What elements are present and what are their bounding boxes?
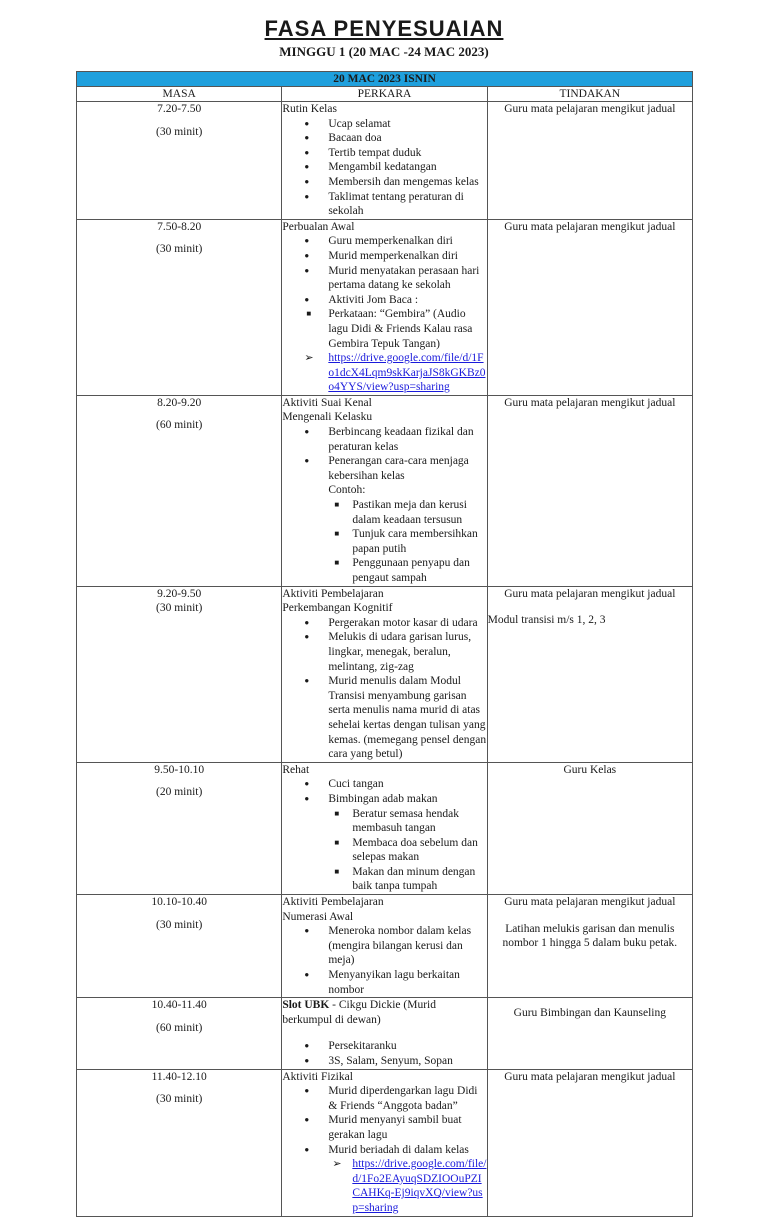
list-item: ■ Beratur semasa hendak membasuh tangan: [282, 807, 486, 836]
list-item: ● Melukis di udara garisan lurus, lingkar, menegak, beralun, melintang, zig-zag: [282, 630, 486, 674]
col-header-masa: MASA: [77, 87, 282, 102]
schedule-table: [76, 71, 693, 1217]
action-cell: Guru mata pelajaran mengikut jadual: [487, 395, 692, 586]
list-item: ● Berbincang keadaan fizikal dan peraturan kelas: [282, 425, 486, 454]
activity-cell: [282, 102, 487, 220]
list-item: ● Cuci tangan: [282, 777, 486, 792]
action-cell: Guru mata pelajaran mengikut jadual: [487, 1069, 692, 1216]
time-range: 7.50-8.20: [157, 220, 202, 233]
table-row: [77, 586, 693, 762]
duration: (20 minit): [156, 786, 203, 799]
list-item: ● Menyanyikan lagu berkaitan nombor: [282, 968, 486, 997]
time-cell: [77, 998, 282, 1069]
time-range: 10.10-10.40: [151, 896, 207, 909]
day-label: 20 MAC 2023 ISNIN: [77, 72, 693, 87]
example-list: [282, 498, 486, 586]
link-item: [282, 351, 486, 395]
activity-list: [282, 924, 486, 997]
activity-list: [282, 425, 486, 483]
activity-list: [282, 1084, 486, 1215]
activity-list: [282, 234, 486, 395]
action-cell: Guru Kelas: [487, 762, 692, 894]
activity-subheading: Mengenali Kelasku: [282, 411, 373, 424]
page-subtitle: MINGGU 1 (20 MAC -24 MAC 2023): [279, 44, 489, 59]
example-label: Contoh:: [328, 484, 366, 497]
list-item: ● Bacaan doa: [282, 131, 486, 146]
list-item: ● Persekitaranku: [282, 1039, 486, 1054]
list-item: ■ Makan dan minum dengan baik tanpa tumpah: [282, 865, 486, 894]
list-item: ● Murid memperkenalkan diri: [282, 249, 486, 264]
activity-heading: Aktiviti Pembelajaran: [282, 896, 384, 909]
slot-label: Slot UBK: [282, 999, 330, 1012]
action-text: Guru mata pelajaran mengikut jadual: [504, 896, 676, 909]
time-range: 9.20-9.50: [157, 587, 202, 600]
list-item: ● Murid menyatakan perasaan hari pertama datang ke sekolah: [282, 264, 486, 293]
list-item: ● Ucap selamat: [282, 117, 486, 132]
time-cell: [77, 219, 282, 395]
time-cell: [77, 102, 282, 220]
list-item: ● Aktiviti Jom Baca :: [282, 293, 486, 308]
list-item: ● Pergerakan motor kasar di udara: [282, 616, 486, 631]
song-link[interactable]: https://drive.google.com/file/d/1Fo2EAyuqSDZIOOuPZICAHKq-Ej9iqvXQ/view?usp=sharing: [352, 1158, 487, 1214]
action-cell: [487, 586, 692, 762]
activity-heading: Perbualan Awal: [282, 220, 355, 233]
time-range: 10.40-11.40: [151, 999, 207, 1012]
list-item: ● Bimbingan adab makan: [282, 792, 486, 807]
time-range: 11.40-12.10: [151, 1070, 207, 1083]
list-item: ● Membersih dan mengemas kelas: [282, 175, 486, 190]
duration: (30 minit): [156, 602, 203, 615]
list-item: ● Guru memperkenalkan diri: [282, 234, 486, 249]
list-item: ■ Penggunaan penyapu dan pengaut sampah: [282, 556, 486, 585]
action-text: Guru mata pelajaran mengikut jadual: [504, 587, 676, 600]
time-range: 9.50-10.10: [154, 763, 205, 776]
list-item: ■ Tunjuk cara membersihkan papan putih: [282, 527, 486, 556]
list-item: ● Murid diperdengarkan lagu Didi & Friends “Anggota badan”: [282, 1084, 486, 1113]
activity-list: [282, 1039, 486, 1068]
list-item: ● Tertib tempat duduk: [282, 146, 486, 161]
time-range: 7.20-7.50: [157, 103, 202, 115]
activity-heading: Aktiviti Pembelajaran: [282, 587, 384, 600]
action-extra: Latihan melukis garisan dan menulis nombor 1 hingga 5 dalam buku petak.: [502, 922, 678, 950]
table-row: [77, 1069, 693, 1216]
activity-heading: [282, 998, 486, 1027]
time-range: 8.20-9.20: [157, 396, 202, 409]
duration: (60 minit): [156, 1021, 203, 1034]
duration: (60 minit): [156, 419, 203, 432]
activity-list: [282, 117, 486, 219]
col-header-tindakan: TINDAKAN: [487, 87, 692, 102]
time-cell: [77, 1069, 282, 1216]
list-item: ● Murid beriadah di dalam kelas: [282, 1143, 486, 1158]
time-cell: [77, 395, 282, 586]
duration: (30 minit): [156, 243, 203, 256]
activity-heading: Rutin Kelas: [282, 103, 337, 115]
list-item: ■ Perkataan: “Gembira” (Audio lagu Didi & Friends Kalau rasa Gembira Tepuk Tangan): [282, 307, 486, 351]
day-header-row: [77, 72, 693, 87]
audio-link[interactable]: https://drive.google.com/file/d/1Fo1dcX4Lqm9skKarjaJS8kGKBz0o4YYS/view?usp=sharing: [328, 352, 486, 394]
page-title: FASA PENYESUAIAN: [264, 16, 504, 41]
table-row: [77, 395, 693, 586]
time-cell: [77, 895, 282, 998]
list-item: ● Penerangan cara-cara menjaga kebersihan kelas: [282, 454, 486, 483]
action-extra: Modul transisi m/s 1, 2, 3: [487, 614, 606, 627]
link-item: [282, 1157, 486, 1215]
list-item: ● Murid menyanyi sambil buat gerakan lagu: [282, 1113, 486, 1142]
activity-subheading: Perkembangan Kognitif: [282, 602, 393, 615]
list-item: ● Mengambil kedatangan: [282, 160, 486, 175]
duration: (30 minit): [156, 125, 203, 138]
list-item: ● Murid menulis dalam Modul Transisi menyambung garisan serta menulis nama murid di atas sehelai kertas dengan tulisan yang kemas. (memegang pensel dengan cara yang betul): [282, 674, 486, 762]
activity-cell: [282, 1069, 487, 1216]
duration: (30 minit): [156, 918, 203, 931]
list-item: ● Meneroka nombor dalam kelas (mengira bilangan kerusi dan meja): [282, 924, 486, 968]
activity-subheading: Numerasi Awal: [282, 910, 354, 923]
time-cell: [77, 586, 282, 762]
slot-description: - Cikgu Dickie (Murid berkumpul di dewan): [282, 999, 436, 1026]
table-row: [77, 895, 693, 998]
activity-cell: [282, 998, 487, 1069]
table-row: [77, 762, 693, 894]
activity-heading: Aktiviti Fizikal: [282, 1070, 353, 1083]
col-header-perkara: PERKARA: [282, 87, 487, 102]
table-row: [77, 998, 693, 1069]
activity-heading: Aktiviti Suai Kenal: [282, 396, 372, 409]
activity-cell: [282, 586, 487, 762]
action-cell: Guru mata pelajaran mengikut jadual: [487, 219, 692, 395]
activity-list: [282, 616, 486, 762]
activity-cell: [282, 219, 487, 395]
list-item: ● Taklimat tentang peraturan di sekolah: [282, 190, 486, 219]
action-cell: Guru mata pelajaran mengikut jadual: [487, 102, 692, 220]
activity-cell: [282, 395, 487, 586]
table-row: [77, 102, 693, 220]
table-row: [77, 219, 693, 395]
action-cell: Guru Bimbingan dan Kaunseling: [487, 998, 692, 1069]
column-header-row: [77, 87, 693, 102]
list-item: ■ Pastikan meja dan kerusi dalam keadaan tersusun: [282, 498, 486, 527]
time-cell: [77, 762, 282, 894]
activity-list: [282, 777, 486, 894]
list-item: ● 3S, Salam, Senyum, Sopan: [282, 1054, 486, 1069]
activity-cell: [282, 895, 487, 998]
duration: (30 minit): [156, 1093, 203, 1106]
activity-cell: [282, 762, 487, 894]
activity-heading: Rehat: [282, 763, 310, 776]
list-item: ■ Membaca doa sebelum dan selepas makan: [282, 836, 486, 865]
action-cell: [487, 895, 692, 998]
